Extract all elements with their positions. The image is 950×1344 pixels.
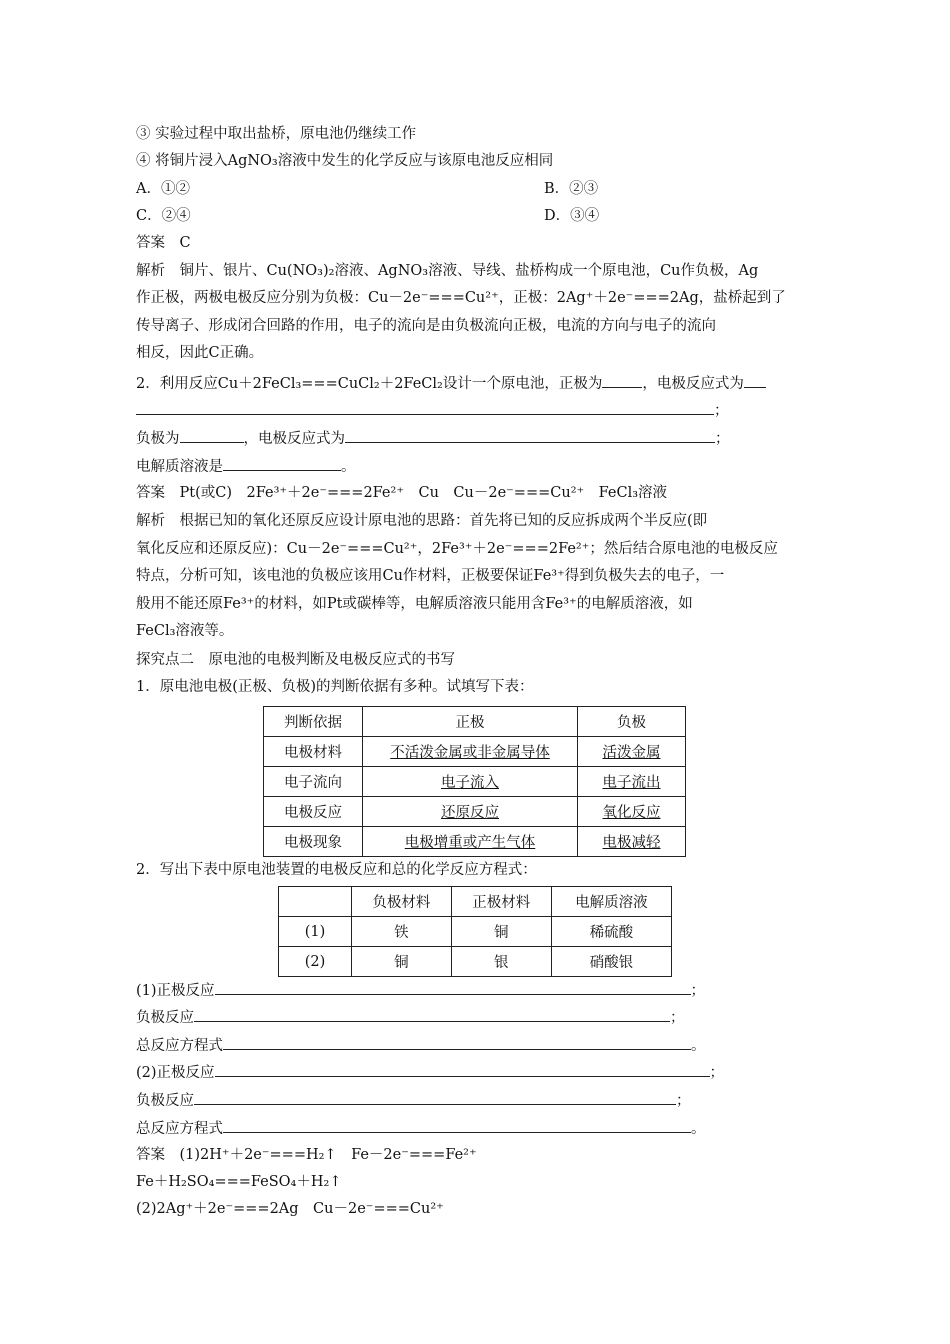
section-answer-line-1: 答案 (1)2H⁺＋2e⁻===H₂↑ Fe－2e⁻===Fe²⁺: [136, 1147, 477, 1163]
semicolon: ；: [670, 1010, 685, 1026]
section-p1: 1．原电池电极(正极、负极)的判断依据有多种。试填写下表：: [136, 679, 534, 695]
table-header-cell: [279, 887, 352, 917]
table-row: [264, 767, 686, 797]
blank-1-positive[interactable]: [215, 979, 691, 995]
table-row: [279, 947, 672, 977]
fill-1-positive: [136, 979, 705, 1001]
fill-2-positive: [136, 1061, 724, 1083]
q2-electrolyte-line: [136, 455, 356, 477]
fill-2-negative: [136, 1089, 691, 1111]
row-label: 电极反应: [264, 797, 363, 827]
table-header-row: [264, 707, 686, 737]
battery-device-table: [278, 886, 672, 977]
table-cell: 电子流入: [363, 767, 578, 797]
table-cell: 还原反应: [363, 797, 578, 827]
semicolon: ；: [709, 1065, 725, 1081]
q2-analysis-line-3: 特点，分析可知，该电池的负极应该用Cu作材料，正极要保证Fe³⁺得到负极失去的电子，一: [136, 568, 725, 584]
q2-stem-text: 2．利用反应Cu＋2FeCl₃===CuCl₂＋2FeCl₂设计一个原电池，正极为: [136, 376, 603, 392]
q2-stem-text-2: ，电极反应式为: [642, 376, 744, 392]
fill-label: 负极反应: [136, 1010, 194, 1026]
fill-label: 总反应方程式: [136, 1121, 223, 1137]
period: 。: [341, 459, 356, 475]
anode-label: 负极为: [136, 431, 180, 447]
option-b: B．②③: [544, 181, 599, 197]
table-cell: 铁: [352, 917, 452, 947]
semicolon: ；: [715, 431, 730, 447]
q1-answer: 答案 C: [136, 235, 191, 251]
fill-label: 总反应方程式: [136, 1038, 223, 1054]
table-cell: 电极减轻: [578, 827, 686, 857]
semicolon: ；: [676, 1093, 691, 1109]
table-header-cell: 正极材料: [451, 887, 551, 917]
table-cell: 铜: [451, 917, 551, 947]
q2-analysis-line-2: 氧化反应和还原反应)：Cu－2e⁻===Cu²⁺，2Fe³⁺＋2e⁻===2Fe²⁺；然后结合原电池的电极反应: [136, 541, 778, 557]
table-row: [264, 797, 686, 827]
q1-item-4: ④ 将铜片浸入AgNO₃溶液中发生的化学反应与该原电池反应相同: [136, 153, 554, 169]
q2-analysis-line-1: 解析 根据已知的氧化还原反应设计原电池的思路：首先将已知的反应拆成两个半反应(即: [136, 513, 708, 529]
blank-cathode-equation[interactable]: [136, 399, 714, 415]
q1-options-row-2: [136, 206, 600, 226]
table-cell: 硝酸银: [551, 947, 671, 977]
table-header-cell: 负极材料: [352, 887, 452, 917]
q2-analysis-line-5: FeCl₃溶液等。: [136, 623, 234, 639]
fill-1-negative: [136, 1006, 685, 1028]
section-answer-line-2: Fe＋H₂SO₄===FeSO₄＋H₂↑: [136, 1174, 342, 1190]
table-header-row: [279, 887, 672, 917]
section-answer-line-3: (2)2Ag⁺＋2e⁻===2Ag Cu－2e⁻===Cu²⁺: [136, 1201, 444, 1217]
table-header-cell: 负极: [578, 707, 686, 737]
table-header-cell: 正极: [363, 707, 578, 737]
table-header-cell: 判断依据: [264, 707, 363, 737]
fill-label: 负极反应: [136, 1093, 194, 1109]
fill-label: (1)正极反应: [136, 983, 215, 999]
q1-options-row-1: [136, 179, 599, 199]
q1-item-3: ③ 实验过程中取出盐桥，原电池仍继续工作: [136, 126, 417, 142]
row-label: (1): [279, 917, 352, 947]
q2-answer: 答案 Pt(或C) 2Fe³⁺＋2e⁻===2Fe²⁺ Cu Cu－2e⁻===Cu²⁺ FeCl₃溶液: [136, 485, 668, 501]
section-heading: 探究点二 原电池的电极判断及电极反应式的书写: [136, 652, 455, 668]
table-row: [264, 827, 686, 857]
row-label: (2): [279, 947, 352, 977]
fill-1-total: [136, 1034, 706, 1056]
option-d: D．③④: [544, 208, 600, 224]
table-cell: 电子流出: [578, 767, 686, 797]
table-cell: 稀硫酸: [551, 917, 671, 947]
table-header-cell: 电解质溶液: [551, 887, 671, 917]
blank-2-positive[interactable]: [215, 1061, 710, 1077]
period: 。: [691, 1038, 706, 1054]
electrode-judgement-table: [263, 706, 686, 857]
table-cell: 银: [451, 947, 551, 977]
fill-2-total: [136, 1117, 706, 1139]
table-cell: 不活泼金属或非金属导体: [363, 737, 578, 767]
q1-analysis-line-1: 解析 铜片、银片、Cu(NO₃)₂溶液、AgNO₃溶液、导线、盐桥构成一个原电池，Cu作负极，Ag: [136, 263, 759, 279]
blank-2-negative[interactable]: [194, 1089, 676, 1105]
semicolon: ；: [714, 403, 729, 419]
blank-anode[interactable]: [180, 427, 244, 443]
blank-2-total[interactable]: [223, 1117, 691, 1133]
blank-1-negative[interactable]: [194, 1006, 670, 1022]
table-cell: 电极增重或产生气体: [363, 827, 578, 857]
table-row: [264, 737, 686, 767]
q2-cathode-eq-line: [136, 399, 729, 421]
q2-analysis-line-4: 般用不能还原Fe³⁺的材料，如Pt或碳棒等，电解质溶液只能用含Fe³⁺的电解质溶液，如: [136, 596, 693, 612]
table-row: [279, 917, 672, 947]
row-label: 电子流向: [264, 767, 363, 797]
q1-analysis-line-4: 相反，因此C正确。: [136, 345, 264, 361]
period: 。: [691, 1121, 706, 1137]
table-cell: 氧化反应: [578, 797, 686, 827]
electrolyte-label: 电解质溶液是: [136, 459, 223, 475]
blank-1-total[interactable]: [223, 1034, 691, 1050]
section-p2: 2．写出下表中原电池装置的电极反应和总的化学反应方程式：: [136, 862, 537, 878]
blank-cathode-eq-start[interactable]: [744, 372, 766, 388]
semicolon: ；: [690, 983, 706, 999]
option-a: A．①②: [136, 181, 190, 197]
blank-electrolyte[interactable]: [223, 455, 341, 471]
q1-analysis-line-2: 作正极，两极电极反应分别为负极：Cu－2e⁻===Cu²⁺，正极：2Ag⁺＋2e⁻===2Ag，盐桥起到了: [136, 290, 786, 306]
table-cell: 活泼金属: [578, 737, 686, 767]
blank-cathode[interactable]: [602, 372, 642, 388]
table-cell: 铜: [352, 947, 452, 977]
row-label: 电极现象: [264, 827, 363, 857]
anode-eq-label: ，电极反应式为: [243, 431, 345, 447]
blank-anode-equation[interactable]: [345, 427, 715, 443]
q1-analysis-line-3: 传导离子、形成闭合回路的作用，电子的流向是由负极流向正极，电流的方向与电子的流向: [136, 318, 716, 334]
option-c: C．②④: [136, 208, 191, 224]
row-label: 电极材料: [264, 737, 363, 767]
q2-stem: [136, 372, 766, 394]
q2-anode-line: [136, 427, 730, 449]
fill-label: (2)正极反应: [136, 1065, 215, 1081]
